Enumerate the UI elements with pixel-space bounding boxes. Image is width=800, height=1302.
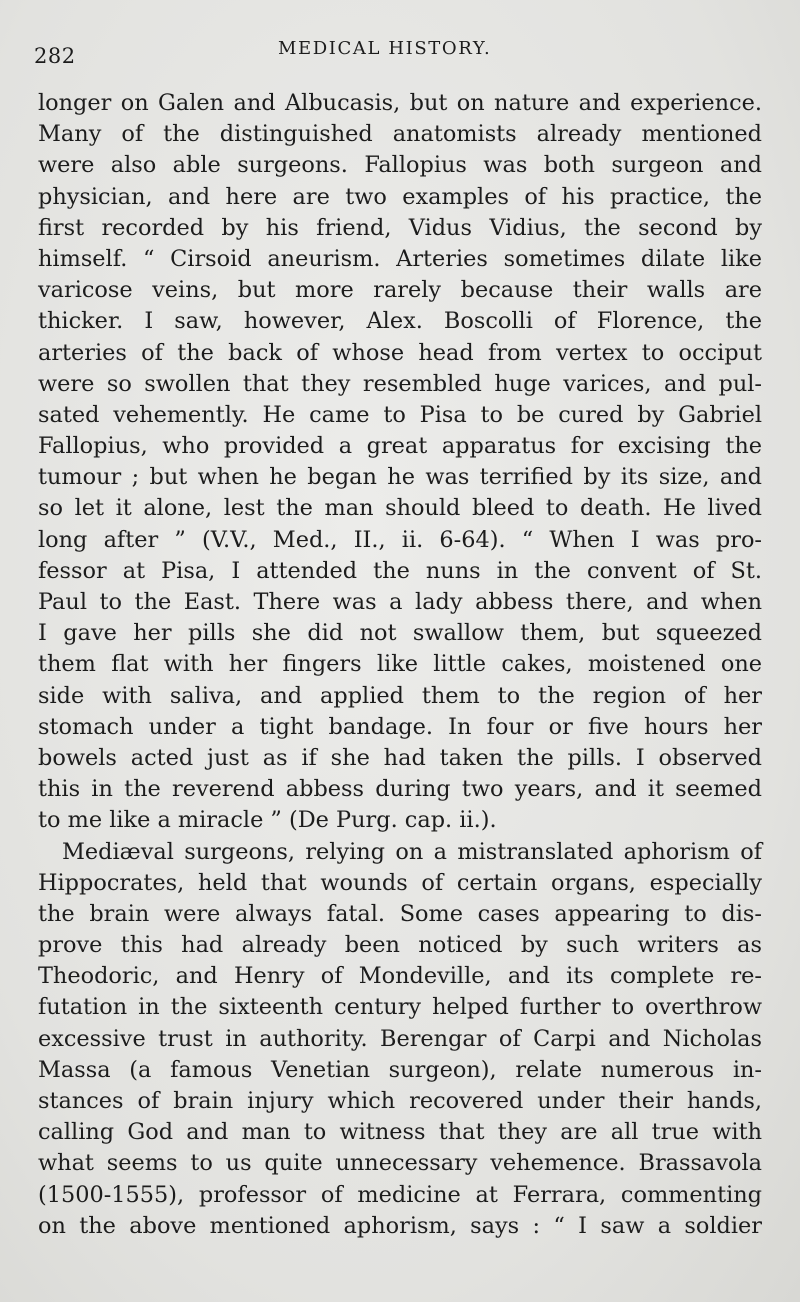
text-line: calling God and man to witness that they are all true with [38,1119,762,1146]
body-text [38,88,762,1242]
text-line: longer on Galen and Albucasis, but on nature and experience. [38,90,762,116]
text-line: what seems to us quite unnecessary vehemence. Brassavola [38,1150,762,1177]
page-number: 282 [34,44,76,68]
text-line: Massa (a famous Venetian surgeon), relate numerous in- [38,1056,762,1083]
text-line: them flat with her fingers like little cakes, moistened one [38,651,762,678]
text-line: so let it alone, lest the man should bleed to death. He lived [38,495,762,522]
text-line: himself. “ Cirsoid aneurism. Arteries sometimes dilate like [38,245,762,272]
text-line: thicker. I saw, however, Alex. Boscolli of Florence, the [38,308,762,335]
paragraph-last-line: to me like a miracle ” (De Purg. cap. ii.). [38,807,497,834]
running-head-title: MEDICAL HISTORY. [278,38,492,59]
text-line: arteries of the back of whose head from vertex to occiput [38,339,762,366]
text-line: excessive trust in authority. Berengar of Carpi and Nicholas [38,1025,762,1052]
text-line: Paul to the East. There was a lady abbess there, and when [38,589,762,615]
text-line: physician, and here are two examples of his practice, the [38,183,762,210]
text-line: Hippocrates, held that wounds of certain organs, especially [38,869,762,896]
text-line: stomach under a tight bandage. In four or five hours her [38,713,762,740]
text-line: were so swollen that they resembled huge varices, and pul- [38,370,762,397]
text-line: sated vehemently. He came to Pisa to be cured by Gabriel [38,401,762,428]
text-line: this in the reverend abbess during two years, and it seemed [38,776,762,803]
text-line: stances of brain injury which recovered under their hands, [38,1088,762,1114]
text-line: fessor at Pisa, I attended the nuns in the convent of St. [38,557,762,584]
text-line: varicose veins, but more rarely because their walls are [38,277,762,304]
text-line: I gave her pills she did not swallow them, but squeezed [38,620,762,647]
text-line: side with saliva, and applied them to the region of her [38,682,762,709]
text-line: bowels acted just as if she had taken the pills. I observed [38,744,762,771]
text-line: the brain were always fatal. Some cases appearing to dis- [38,900,762,927]
text-line: on the above mentioned aphorism, says : “ I saw a soldier [38,1212,762,1239]
text-line: Many of the distinguished anatomists already mentioned [38,121,762,148]
text-line: Theodoric, and Henry of Mondeville, and its complete re- [38,963,762,990]
text-line: long after ” (V.V., Med., II., ii. 6-64). “ When I was pro- [38,526,762,553]
text-line: tumour ; but when he began he was terrified by its size, and [38,464,762,491]
text-line: were also able surgeons. Fallopius was both surgeon and [38,152,762,179]
text-line: futation in the sixteenth century helped further to overthrow [38,994,762,1021]
text-line: Fallopius, who provided a great apparatus for excising the [38,433,762,460]
text-line: (1500-1555), professor of medicine at Ferrara, commenting [38,1181,762,1208]
text-line: prove this had already been noticed by such writers as [38,932,762,959]
text-line: first recorded by his friend, Vidus Vidius, the second by [38,214,762,241]
paragraph-first-line: Mediæval surgeons, relying on a mistranslated aphorism of [62,838,762,865]
